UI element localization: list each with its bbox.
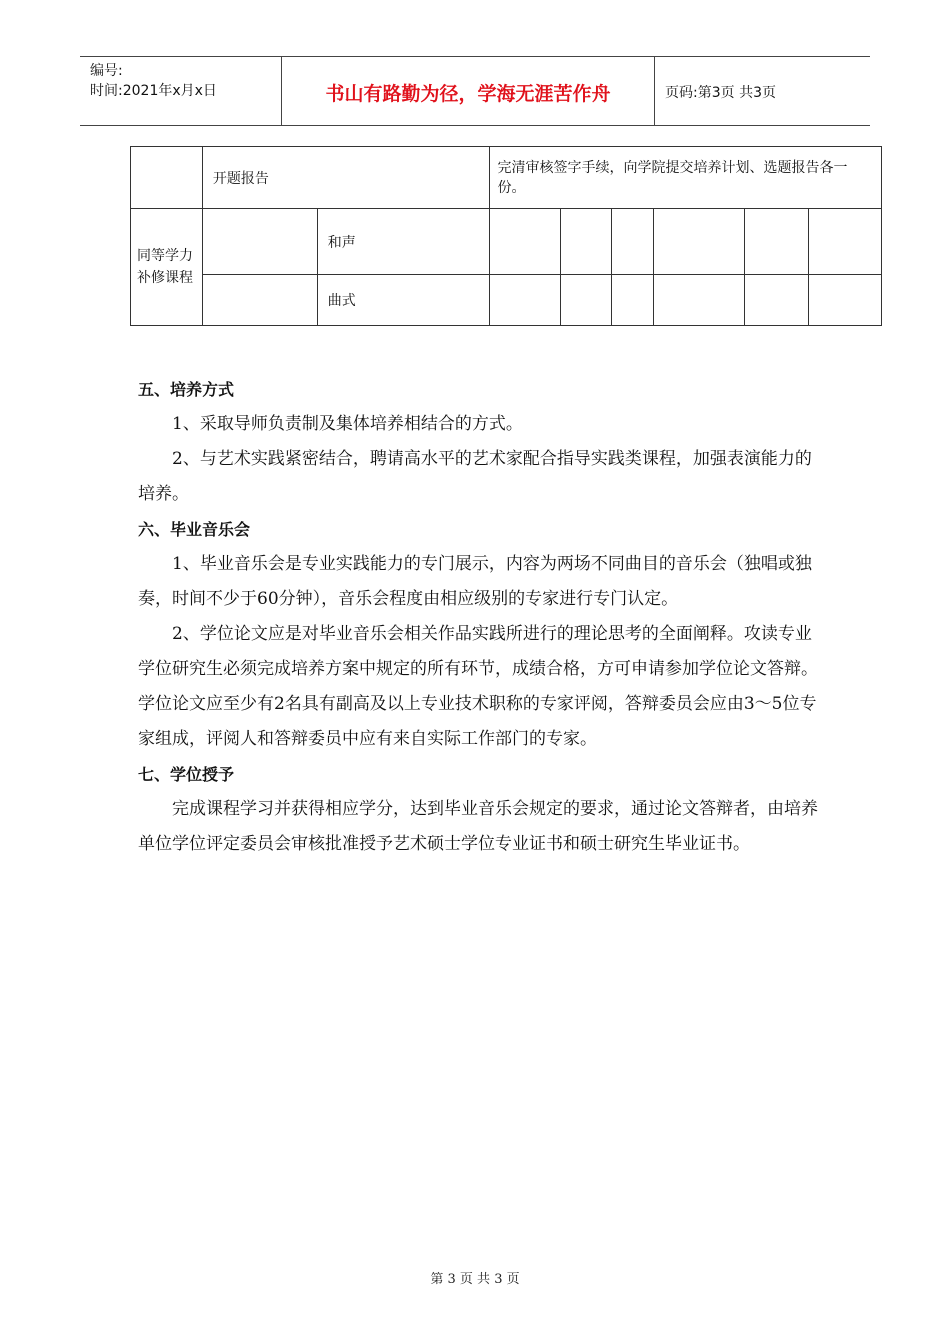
category-cell: 同等学力补修课程 [131,209,203,326]
proposal-label: 开题报告 [202,147,489,209]
table-cell [131,147,203,209]
section-title: 七、学位授予 [138,765,235,784]
paragraph: 2、学位论文应是对毕业音乐会相关作品实践所进行的理论思考的全面阐释。攻读专业学位研究生必须完成培养方案中规定的所有环节，成绩合格，方可申请参加学位论文答辩。学位论文应至少有2名具有副高及以上专业技术职称的专家评阅，答辩委员会应由3～5位专家组成，评阅人和答辩委员中应有来自实际工作部门的专家。 [138,624,818,749]
header-meta [90,61,217,101]
table-cell [561,275,612,326]
page-header [80,56,870,126]
course-name: 曲式 [317,275,489,326]
paragraph: 1、毕业音乐会是专业实践能力的专门展示，内容为两场不同曲目的音乐会（独唱或独奏，时间不少于60分钟），音乐会程度由相应级别的专家进行专门认定。 [138,554,812,609]
document-body [138,372,828,862]
document-date: 时间:2021年x月x日 [90,83,217,99]
course-table [130,146,882,326]
document-number-label: 编号: [90,63,123,79]
page-footer: 第 3 页 共 3 页 [430,1272,520,1287]
section-title: 六、毕业音乐会 [138,520,251,539]
table-cell [745,209,809,275]
table-cell [654,275,745,326]
table-cell [654,209,745,275]
paragraph: 2、与艺术实践紧密结合，聘请高水平的艺术家配合指导实践类课程，加强表演能力的培养。 [138,449,812,504]
table-cell [745,275,809,326]
paragraph: 完成课程学习并获得相应学分，达到毕业音乐会规定的要求，通过论文答辩者，由培养单位学位评定委员会审核批准授予艺术硕士学位专业证书和硕士研究生毕业证书。 [138,799,818,854]
course-name: 和声 [317,209,489,275]
table-cell [612,209,654,275]
header-motto: 书山有路勤为径，学海无涯苦作舟 [325,83,611,105]
paragraph: 1、采取导师负责制及集体培养相结合的方式。 [172,414,523,434]
table-row [131,275,882,326]
table-cell [489,275,561,326]
header-divider [654,57,655,125]
table-row [131,147,882,209]
section-title: 五、培养方式 [138,380,235,399]
table-cell [202,209,317,275]
table-cell [809,209,882,275]
table-cell [809,275,882,326]
header-page-info: 页码:第3页 共3页 [665,85,776,101]
table-cell [561,209,612,275]
table-cell [489,209,561,275]
proposal-note: 完清审核签字手续，向学院提交培养计划、选题报告各一份。 [489,147,882,209]
table-cell [612,275,654,326]
table-row [131,209,882,275]
table-cell [202,275,317,326]
